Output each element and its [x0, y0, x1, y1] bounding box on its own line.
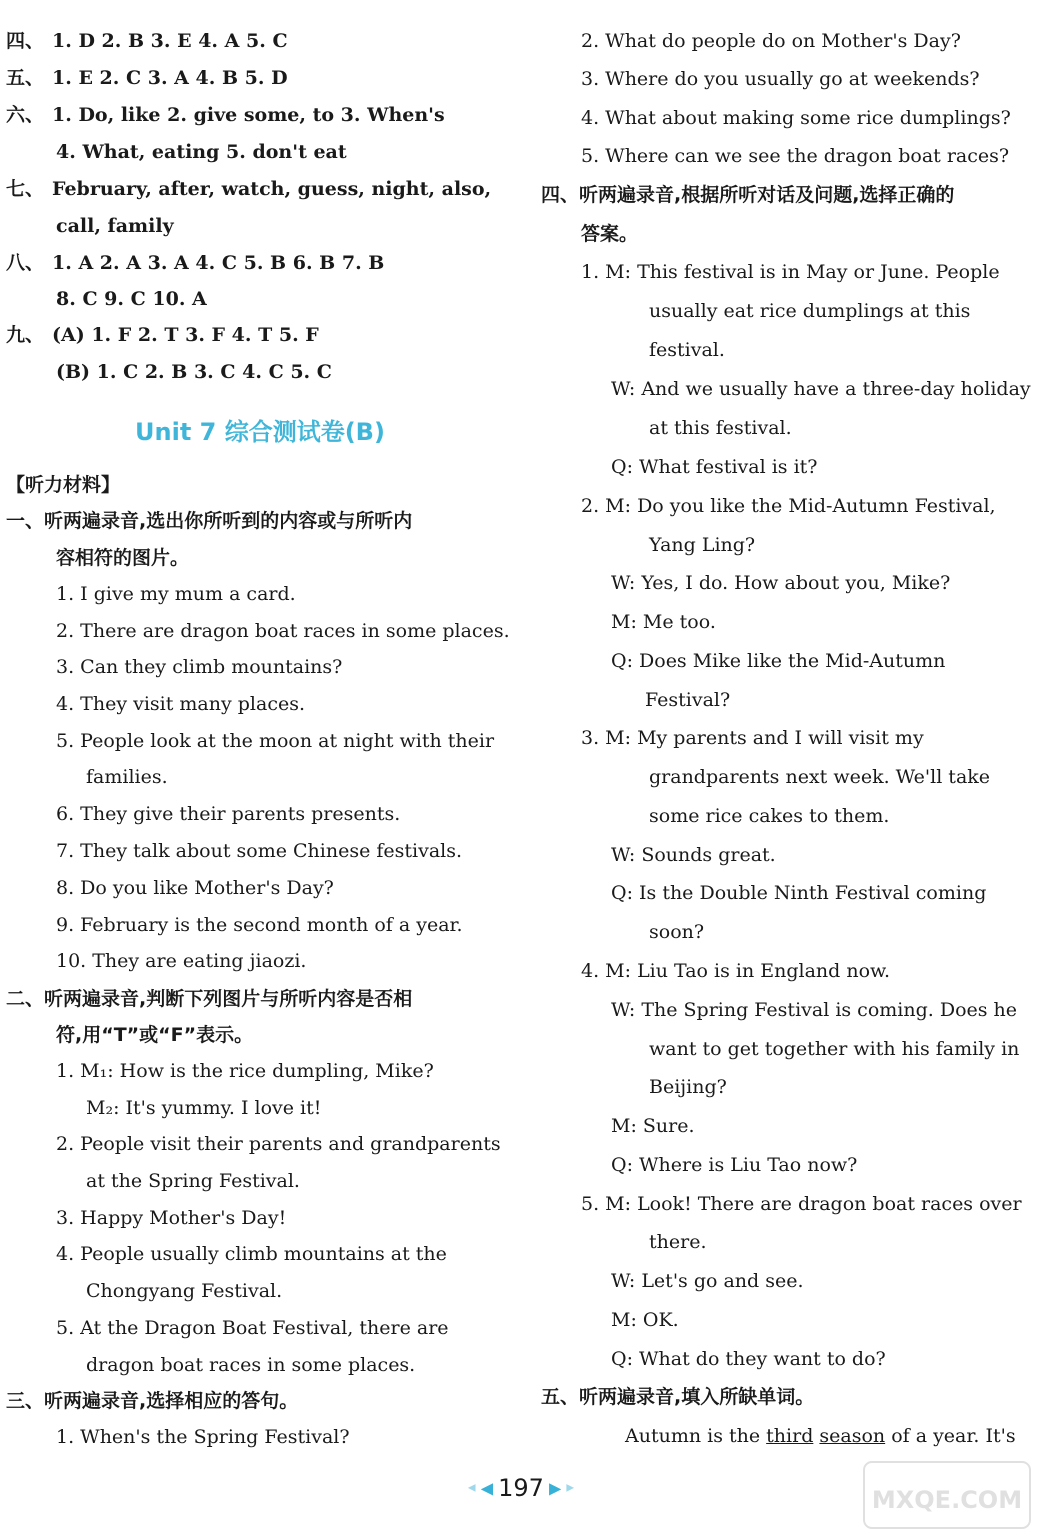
dialogue-line: Beijing?: [649, 1076, 727, 1098]
dialogue-line: soon?: [649, 921, 705, 943]
listening-item: 5. Where can we see the dragon boat races?: [581, 145, 1010, 167]
dialogue-line: Q: Does Mike like the Mid-Autumn: [611, 650, 946, 672]
right-triangle-icon: ▶: [549, 1478, 562, 1498]
answer-label: 五、: [6, 67, 45, 89]
listening-item: 10. They are eating jiaozi.: [56, 950, 307, 972]
listening-header: 【听力材料】: [6, 474, 121, 496]
watermark-logo: [862, 1460, 1032, 1530]
answer-line: 1. Do, like 2. give some, to 3. When's: [52, 104, 445, 126]
dialogue-line: W: And we usually have a three-day holiday: [611, 378, 1031, 400]
section-4-heading: 四、听两遍录音,根据所听对话及问题,选择正确的: [541, 184, 955, 206]
listening-item: 2. There are dragon boat races in some places.: [56, 620, 510, 642]
section-1-heading: 一、听两遍录音,选出你所听到的内容或与所听内: [6, 510, 413, 532]
listening-item: 5. At the Dragon Boat Festival, there are: [56, 1317, 449, 1339]
section-2-heading-cont: 符,用“T”或“F”表示。: [56, 1024, 254, 1046]
listening-item: dragon boat races in some places.: [86, 1354, 416, 1376]
passage-text-post: of a year. It's: [885, 1425, 1016, 1447]
dialogue-line: grandparents next week. We'll take: [649, 766, 991, 788]
dialogue-line: usually eat rice dumplings at this: [649, 300, 971, 322]
listening-item: 3. Happy Mother's Day!: [56, 1207, 287, 1229]
dialogue-line: W: Sounds great.: [611, 844, 776, 866]
section-2-heading: 二、听两遍录音,判断下列图片与所听内容是否相: [6, 988, 413, 1010]
section-5-heading: 五、听两遍录音,填入所缺单词。: [541, 1386, 815, 1408]
listening-item: 1. M₁: How is the rice dumpling, Mike?: [56, 1060, 434, 1082]
listening-item: 2. People visit their parents and grandparents: [56, 1133, 501, 1155]
dialogue-line: Festival?: [645, 689, 731, 711]
listening-item: Chongyang Festival.: [86, 1280, 283, 1302]
answer-line: (B) 1. C 2. B 3. C 4. C 5. C: [56, 361, 332, 383]
listening-item: 1. I give my mum a card.: [56, 583, 296, 605]
answer-label: 四、: [6, 30, 45, 52]
dialogue-line: 1. M: This festival is in May or June. People: [581, 261, 1000, 283]
blank-word-2: season: [819, 1425, 886, 1447]
dialogue-line: M: OK.: [611, 1309, 679, 1331]
answer-line: 4. What, eating 5. don't eat: [56, 141, 347, 163]
answer-line: 1. D 2. B 3. E 4. A 5. C: [52, 30, 288, 52]
blank-word-1: third: [766, 1425, 814, 1447]
dialogue-line: M: Me too.: [611, 611, 716, 633]
dialogue-line: 4. M: Liu Tao is in England now.: [581, 960, 891, 982]
listening-item: at the Spring Festival.: [86, 1170, 300, 1192]
section-4-heading-cont: 答案。: [581, 223, 639, 245]
dialogue-line: Q: What do they want to do?: [611, 1348, 886, 1370]
listening-item: 3. Can they climb mountains?: [56, 656, 343, 678]
answer-label: 九、: [6, 324, 45, 346]
listening-item: 3. Where do you usually go at weekends?: [581, 68, 980, 90]
dialogue-line: festival.: [649, 339, 725, 361]
listening-item: 6. They give their parents presents.: [56, 803, 401, 825]
answer-line: (A) 1. F 2. T 3. F 4. T 5. F: [52, 324, 319, 346]
listening-item: 2. What do people do on Mother's Day?: [581, 30, 961, 52]
answer-label: 六、: [6, 104, 45, 126]
dialogue-line: 3. M: My parents and I will visit my: [581, 727, 924, 749]
left-small-triangle-icon: ◀: [467, 1482, 476, 1494]
listening-item: 4. What about making some rice dumplings?: [581, 107, 1011, 129]
answer-line: February, after, watch, guess, night, also,: [52, 178, 492, 200]
listening-item: 7. They talk about some Chinese festivals.: [56, 840, 463, 862]
listening-item: 4. People usually climb mountains at the: [56, 1243, 447, 1265]
right-small-triangle-icon: ▶: [566, 1482, 575, 1494]
dialogue-line: there.: [649, 1231, 707, 1253]
answer-line: 1. E 2. C 3. A 4. B 5. D: [52, 67, 288, 89]
dialogue-line: W: Let's go and see.: [611, 1270, 804, 1292]
answer-line: 1. A 2. A 3. A 4. C 5. B 6. B 7. B: [52, 252, 385, 274]
dialogue-line: M: Sure.: [611, 1115, 695, 1137]
dialogue-line: W: Yes, I do. How about you, Mike?: [611, 572, 951, 594]
listening-item: 8. Do you like Mother's Day?: [56, 877, 334, 899]
section-3-item-1: 1. When's the Spring Festival?: [56, 1426, 350, 1448]
page-number: 197: [498, 1474, 544, 1502]
passage-text-pre: Autumn is the: [625, 1425, 767, 1447]
dialogue-line: Q: What festival is it?: [611, 456, 818, 478]
dialogue-line: want to get together with his family in: [649, 1038, 1020, 1060]
dialogue-line: Q: Where is Liu Tao now?: [611, 1154, 858, 1176]
answer-label: 七、: [6, 178, 45, 200]
dialogue-line: some rice cakes to them.: [649, 805, 890, 827]
answer-line: 8. C 9. C 10. A: [56, 288, 207, 310]
dialogue-line: W: The Spring Festival is coming. Does he: [611, 999, 1018, 1021]
listening-item: 9. February is the second month of a year.: [56, 914, 463, 936]
dialogue-line: Q: Is the Double Ninth Festival coming: [611, 882, 987, 904]
dialogue-line: at this festival.: [649, 417, 792, 439]
listening-item: families.: [86, 766, 168, 788]
unit-title: Unit 7 综合测试卷(B): [135, 418, 385, 446]
section-1-heading-cont: 容相符的图片。: [56, 547, 190, 569]
dialogue-line: 2. M: Do you like the Mid-Autumn Festival,: [581, 495, 996, 517]
dialogue-line: 5. M: Look! There are dragon boat races over: [581, 1193, 1022, 1215]
dialogue-line: Yang Ling?: [649, 534, 756, 556]
section-3-heading: 三、听两遍录音,选择相应的答句。: [6, 1390, 299, 1412]
listening-item: 4. They visit many places.: [56, 693, 306, 715]
answer-line: call, family: [56, 215, 174, 237]
svg-text:MXQE.COM: MXQE.COM: [871, 1486, 1023, 1514]
answer-label: 八、: [6, 252, 45, 274]
section-5-passage: [625, 1423, 1016, 1449]
left-triangle-icon: ◀: [480, 1478, 493, 1498]
listening-item: M₂: It's yummy. I love it!: [86, 1097, 322, 1119]
listening-item: 5. People look at the moon at night with their: [56, 730, 495, 752]
